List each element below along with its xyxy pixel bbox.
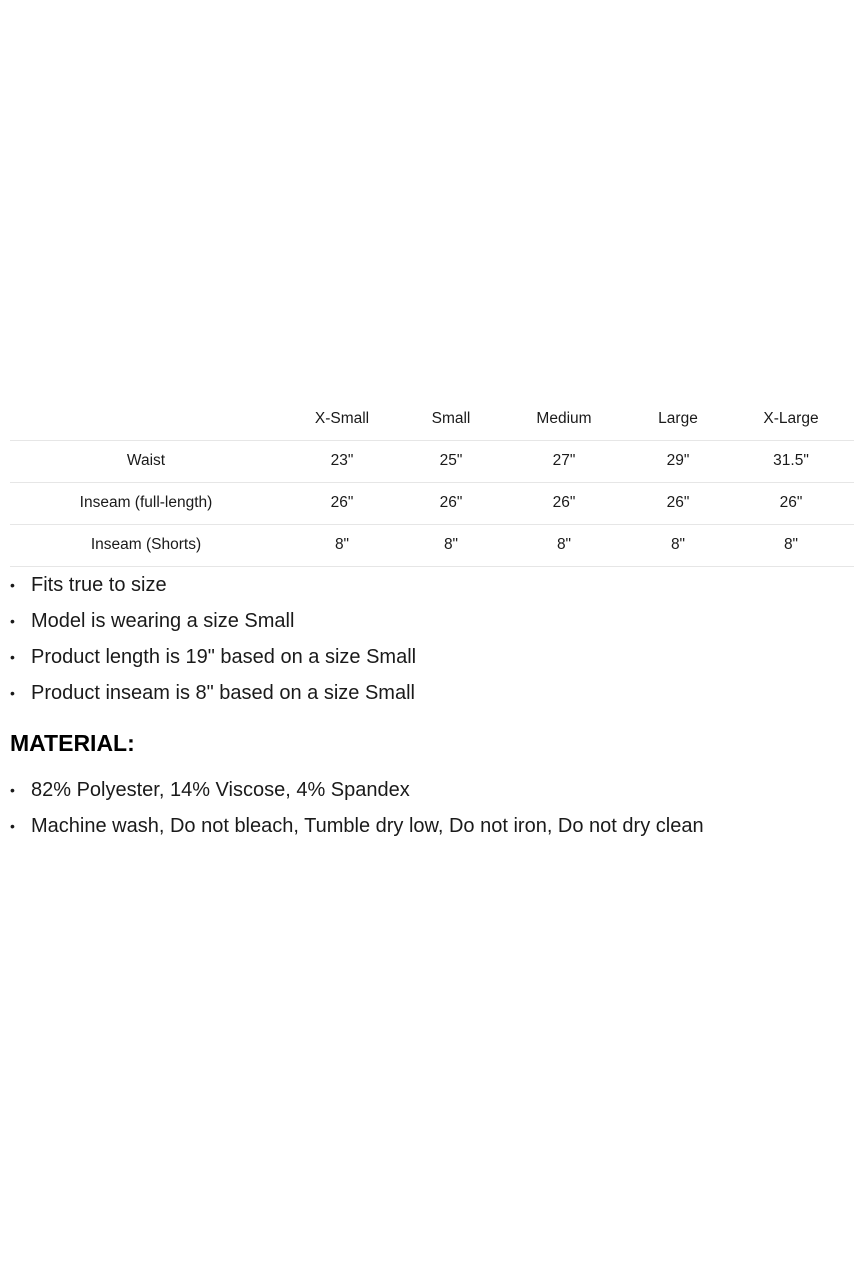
bullet-icon: • [10, 781, 15, 798]
material-item-text: Machine wash, Do not bleach, Tumble dry low, Do not iron, Do not dry clean [31, 814, 704, 837]
measurement-value: 8" [628, 524, 728, 566]
material-heading: MATERIAL: [10, 729, 135, 756]
size-chart-corner-cell [10, 398, 282, 440]
list-item [10, 639, 854, 675]
measurement-label: Inseam (Shorts) [10, 524, 282, 566]
measurement-value: 25" [402, 440, 500, 482]
measurement-value: 8" [282, 524, 402, 566]
measurement-value: 23" [282, 440, 402, 482]
size-column-header: X-Small [282, 398, 402, 440]
measurement-value: 8" [728, 524, 854, 566]
size-column-header: Small [402, 398, 500, 440]
fit-note-text: Model is wearing a size Small [31, 609, 295, 632]
bullet-icon: • [10, 648, 15, 665]
size-chart-table [10, 398, 854, 567]
size-column-header: X-Large [728, 398, 854, 440]
table-row [10, 524, 854, 566]
fit-note-text: Fits true to size [31, 573, 167, 596]
table-row [10, 482, 854, 524]
measurement-label: Inseam (full-length) [10, 482, 282, 524]
measurement-label: Waist [10, 440, 282, 482]
bullet-icon: • [10, 684, 15, 701]
product-details [10, 398, 854, 844]
measurement-value: 8" [402, 524, 500, 566]
size-column-header: Medium [500, 398, 628, 440]
measurement-value: 26" [628, 482, 728, 524]
list-item [10, 675, 854, 711]
size-column-header: Large [628, 398, 728, 440]
bullet-icon: • [10, 576, 15, 593]
measurement-value: 26" [402, 482, 500, 524]
material-item-text: 82% Polyester, 14% Viscose, 4% Spandex [31, 778, 410, 801]
fit-note-text: Product length is 19" based on a size Small [31, 645, 417, 668]
measurement-value: 8" [500, 524, 628, 566]
bullet-icon: • [10, 612, 15, 629]
size-chart-header-row [10, 398, 854, 440]
list-item [10, 567, 854, 603]
bullet-icon: • [10, 817, 15, 834]
fit-note-text: Product inseam is 8" based on a size Small [31, 681, 415, 704]
list-item [10, 772, 854, 808]
material-list [10, 772, 854, 844]
fit-notes-list [10, 567, 854, 711]
measurement-value: 27" [500, 440, 628, 482]
list-item [10, 808, 854, 844]
measurement-value: 29" [628, 440, 728, 482]
table-row [10, 440, 854, 482]
measurement-value: 26" [500, 482, 628, 524]
measurement-value: 26" [728, 482, 854, 524]
list-item [10, 603, 854, 639]
measurement-value: 26" [282, 482, 402, 524]
measurement-value: 31.5" [728, 440, 854, 482]
